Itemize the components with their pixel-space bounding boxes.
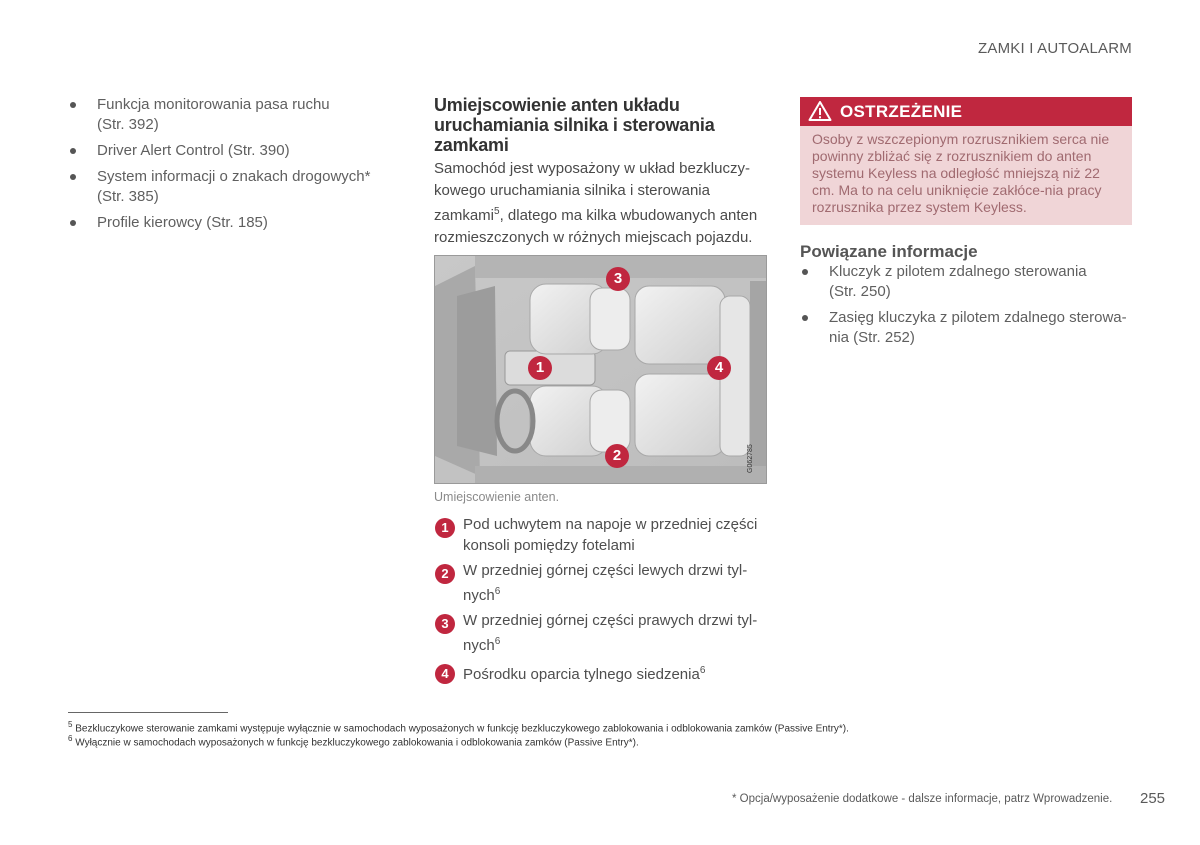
list-item-text: W przedniej górnej części prawych drzwi tyl-nych (463, 612, 758, 654)
list-item[interactable] (68, 167, 388, 207)
number-marker: 4 (435, 664, 455, 684)
footnote-ref[interactable]: 6 (494, 636, 501, 647)
page-number: 255 (1140, 790, 1166, 807)
footnote-text: Bezkluczykowe sterowanie zamkami występuje wyłącznie w samochodach wyposażonych w funkcję bezkluczykowego zablokowania i odblokowania zamków (Passive Entry*). (75, 723, 849, 735)
intro-text-cont: , dlatego ma kilka wbudowanych anten rozmieszczonych w różnych miejscach pojazdu. (434, 207, 758, 246)
list-item-text: W przedniej górnej części lewych drzwi tyl-nych (463, 562, 748, 604)
list-item[interactable] (68, 141, 388, 161)
list-item-page-ref: (Str. 385) (97, 188, 159, 205)
number-marker: 3 (435, 614, 455, 634)
number-marker: 2 (435, 564, 455, 584)
footnote-text: Wyłącznie w samochodach wyposażonych w funkcję bezkluczykowego zablokowania i odblokowania zamków (Passive Entry*). (75, 737, 639, 749)
optional-equipment-note: * Opcja/wyposażenie dodatkowe - dalsze informacje, patrz Wprowadzenie. (732, 793, 1113, 805)
figure-caption: Umiejscowienie anten. (434, 490, 560, 504)
warning-title: OSTRZEŻENIE (840, 102, 963, 121)
section-header: ZAMKI I AUTOALARM (978, 40, 1132, 57)
list-item-text: Driver Alert Control (Str. 390) (97, 142, 290, 159)
antenna-list (434, 514, 769, 689)
antenna-marker-3: 3 (606, 267, 630, 291)
intro-paragraph (434, 158, 774, 248)
related-info-title: Powiązane informacje (800, 242, 978, 261)
antenna-marker-4: 4 (707, 356, 731, 380)
warning-text: Osoby z wszczepionym rozrusznikiem serca nie powinny zbliżać się z rozrusznikiem do anten systemu Keyless na odległość mniejszą niż 22 cm. Ma to na celu uniknięcie zakłóce-nia pracy rozrusznika przez system Keyless. (812, 131, 1110, 215)
antenna-marker-1: 1 (528, 356, 552, 380)
footnote-divider (68, 712, 228, 713)
list-item-text: Profile kierowcy (Str. 185) (97, 214, 268, 231)
footnote-ref[interactable]: 5 (494, 206, 500, 217)
list-item (434, 660, 769, 685)
list-item-text: Zasięg kluczyka z pilotem zdalnego sterowa- (829, 309, 1127, 326)
warning-triangle-icon (808, 100, 832, 127)
list-item-text: Pośrodku oparcia tylnego siedzenia (463, 666, 700, 683)
list-item-text: Kluczyk z pilotem zdalnego sterowania (829, 263, 1087, 280)
related-info-list (800, 262, 1135, 354)
related-links-list (68, 95, 388, 239)
list-item[interactable] (68, 95, 388, 135)
antenna-marker-2: 2 (605, 444, 629, 468)
footnote-ref[interactable]: 6 (699, 665, 706, 676)
number-marker: 1 (435, 518, 455, 538)
list-item-text: System informacji o znakach drogowych* (97, 168, 371, 185)
footnote-6 (68, 733, 639, 749)
list-item-text: Pod uchwytem na napoje w przedniej części konsoli pomiędzy fotelami (463, 516, 758, 554)
list-item-page-ref: nia (Str. 252) (829, 329, 915, 346)
list-item (434, 560, 769, 606)
list-item[interactable] (68, 213, 388, 233)
footnote-ref[interactable]: 6 (494, 586, 501, 597)
intro-text: Samochód jest wyposażony w układ bezkluczy-kowego uruchamiania silnika i sterowania zamkami (434, 160, 750, 224)
footnote-number: 6 (68, 734, 73, 743)
list-item (434, 514, 769, 556)
list-item-page-ref: (Str. 250) (829, 283, 891, 300)
figure-code: G062785 (747, 444, 754, 473)
list-item (434, 610, 769, 656)
list-item-text: Funkcja monitorowania pasa ruchu (97, 96, 330, 113)
footnote-number: 5 (68, 720, 73, 729)
list-item[interactable] (800, 308, 1135, 348)
warning-box (800, 97, 1132, 225)
list-item-page-ref: (Str. 392) (97, 116, 159, 133)
warning-header (800, 97, 1132, 126)
car-interior-antenna-figure (434, 255, 767, 484)
section-title: Umiejscowienie anten układu uruchamiania silnika i sterowania zamkami (434, 95, 715, 155)
list-item[interactable] (800, 262, 1135, 302)
